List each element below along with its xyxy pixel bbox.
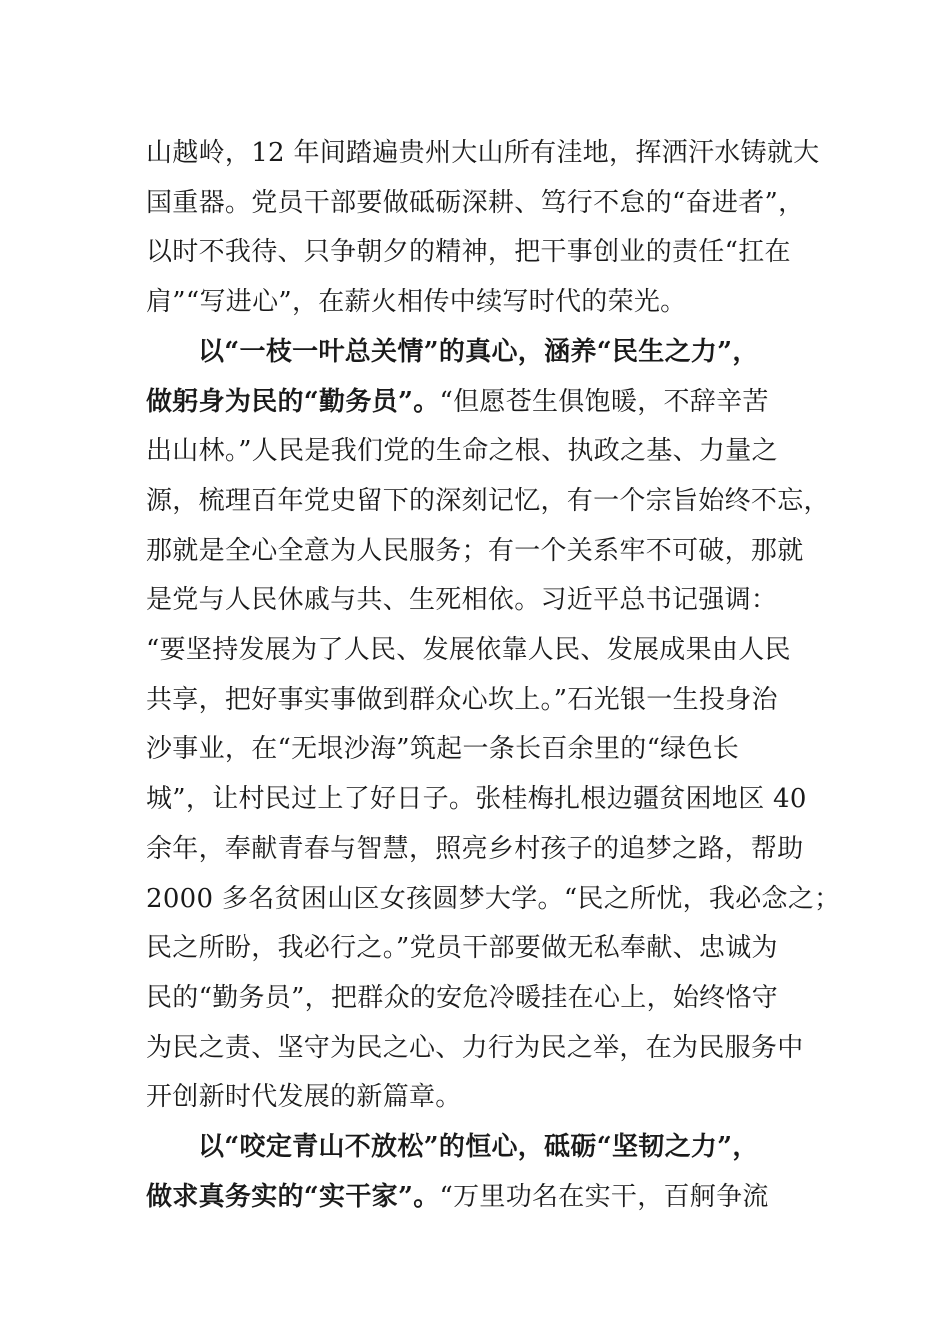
text-line [146, 485, 830, 517]
bold-text-segment: 以“咬定青山不放松”的恒心，砥砺“坚韧之力”， [198, 1132, 759, 1162]
text-line [146, 1081, 462, 1113]
text-segment: 沙事业，在“无垠沙海”筑起一条长百余里的“绿色长 [146, 734, 740, 764]
text-line [146, 584, 777, 616]
text-line [146, 982, 778, 1014]
text-line [146, 932, 778, 964]
text-segment: 城”，让村民过上了好日子。张桂梅扎根边疆贫困地区 40 [146, 784, 807, 814]
text-segment: 出山林。”人民是我们党的生命之根、执政之基、力量之 [146, 436, 778, 466]
text-line [146, 833, 804, 865]
text-segment: 那就是全心全意为人民服务；有一个关系牢不可破，那就 [146, 536, 804, 566]
text-line [146, 187, 804, 219]
text-line [146, 1032, 804, 1064]
text-segment: 余年，奉献青春与智慧，照亮乡村孩子的追梦之路，帮助 [146, 834, 804, 864]
text-segment: 民之所盼，我必行之。”党员干部要做无私奉献、忠诚为 [146, 933, 778, 963]
text-line [146, 137, 819, 169]
text-segment: 民的“勤务员”，把群众的安危冷暖挂在心上，始终恪守 [146, 983, 779, 1013]
text-line [198, 1131, 759, 1163]
text-line [146, 733, 739, 765]
text-segment: 开创新时代发展的新篇章。 [146, 1082, 462, 1112]
text-line [146, 386, 769, 418]
text-segment: 以时不我待、只争朝夕的精神，把干事创业的责任“扛在 [146, 237, 791, 267]
text-line [146, 1181, 769, 1213]
text-line [146, 535, 804, 567]
text-line [146, 883, 840, 915]
bold-text-segment: 做躬身为民的“勤务员”。 [146, 387, 440, 417]
text-segment: “但愿苍生俱饱暖，不辞辛苦 [439, 387, 769, 417]
text-segment: 源，梳理百年党史留下的深刻记忆，有一个宗旨始终不忘， [146, 486, 830, 516]
text-line [146, 783, 807, 815]
text-segment: “万里功名在实干，百舸争流 [439, 1182, 769, 1212]
bold-text-segment: 做求真务实的“实干家”。 [146, 1182, 440, 1212]
text-segment: “要坚持发展为了人民、发展依靠人民、发展成果由人民 [146, 635, 791, 665]
text-segment: 国重器。党员干部要做砥砺深耕、笃行不怠的“奋进者”， [146, 188, 805, 218]
text-segment: 共享，把好事实事做到群众心坎上。”石光银一生投身治 [146, 685, 778, 715]
text-line [146, 236, 791, 268]
text-line [146, 435, 778, 467]
text-segment: 山越岭，12 年间踏遍贵州大山所有洼地，挥洒汗水铸就大 [146, 138, 820, 168]
text-line [198, 336, 759, 368]
text-segment: 为民之责、坚守为民之心、力行为民之举，在为民服务中 [146, 1033, 804, 1063]
text-line [146, 684, 778, 716]
text-line [146, 286, 686, 318]
text-segment: 肩”“写进心”，在薪火相传中续写时代的荣光。 [146, 287, 687, 317]
text-segment: 2000 多名贫困山区女孩圆梦大学。“民之所忧，我必念之； [146, 884, 841, 914]
text-segment: 是党与人民休戚与共、生死相依。习近平总书记强调： [146, 585, 778, 615]
text-line [146, 634, 791, 666]
bold-text-segment: 以“一枝一叶总关情”的真心，涵养“民生之力”， [198, 337, 759, 367]
